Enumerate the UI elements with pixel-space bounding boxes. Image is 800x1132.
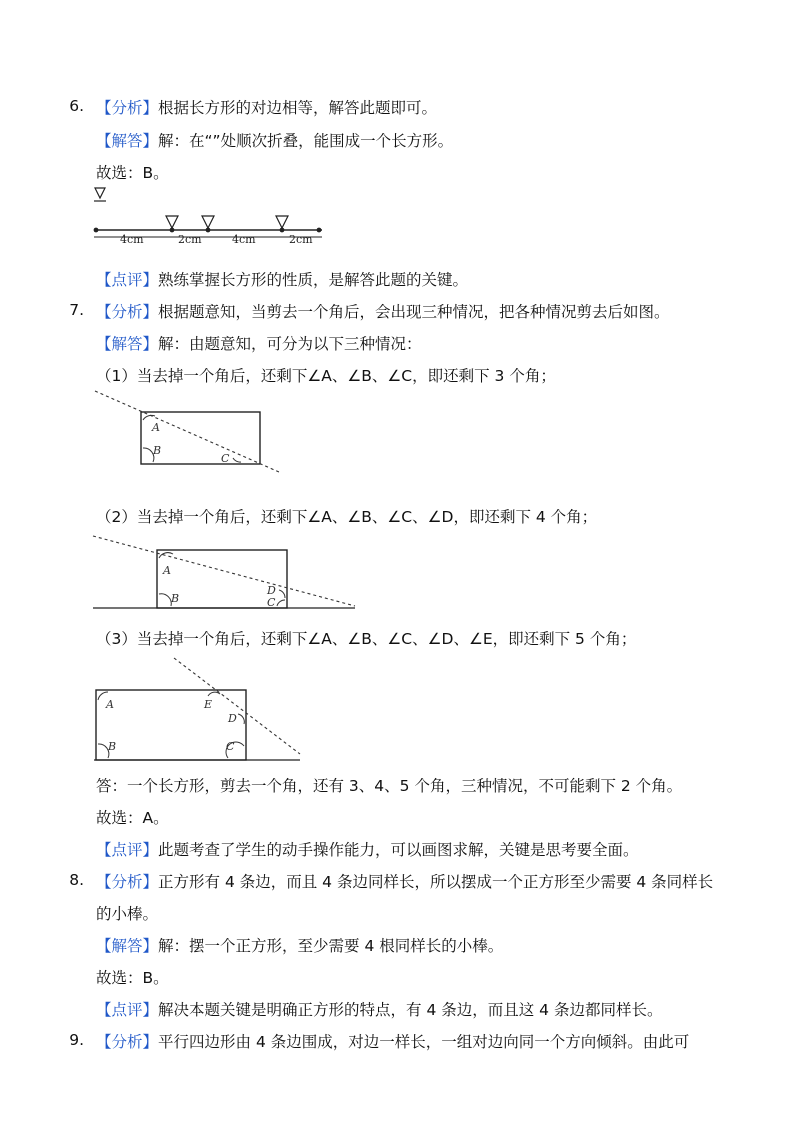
comment-text: 解决本题关键是明确正方形的特点，有 4 条边，而且这 4 条边都同样长。: [158, 1001, 663, 1019]
answer-tag: 【解答】: [96, 335, 159, 353]
angle-label: C: [226, 740, 235, 753]
angle-label: D: [267, 584, 276, 597]
comment-line: [96, 839, 639, 861]
fold-ruler-figure: [90, 186, 330, 248]
angle-label: E: [204, 698, 213, 711]
analysis-line: [96, 97, 437, 119]
case1-figure: [95, 388, 285, 478]
analysis-line: [96, 1031, 689, 1053]
answer-line: [96, 130, 453, 152]
answer-line: [96, 333, 422, 355]
choice-line: 故选：B。: [96, 969, 169, 987]
angle-label: D: [228, 712, 237, 725]
analysis-tag: 【分析】: [96, 873, 159, 891]
choice-line: 故选：A。: [96, 809, 169, 827]
analysis-tag: 【分析】: [96, 1033, 159, 1051]
case-line: （3）当去掉一个角后，还剩下∠A、∠B、∠C、∠D、∠E，即还剩下 5 个角；: [96, 630, 637, 648]
answer-tag: 【解答】: [96, 132, 159, 150]
answer-tag: 【解答】: [96, 937, 159, 955]
analysis-text: 平行四边形由 4 条边围成，对边一样长，一组对边向同一个方向倾斜。由此可: [158, 1033, 690, 1051]
analysis-text: 根据题意知，当剪去一个角后，会出现三种情况，把各种情况剪去后如图。: [158, 303, 670, 321]
comment-tag: 【点评】: [96, 1001, 159, 1019]
comment-text: 此题考查了学生的动手操作能力，可以画图求解，关键是思考要全面。: [158, 841, 639, 859]
question-number: 6.: [69, 97, 84, 115]
case-line: （1）当去掉一个角后，还剩下∠A、∠B、∠C，即还剩下 3 个角；: [96, 367, 556, 385]
case-line: （2）当去掉一个角后，还剩下∠A、∠B、∠C、∠D，即还剩下 4 个角；: [96, 508, 598, 526]
angle-label: C: [221, 452, 230, 465]
question-number: 7.: [69, 301, 84, 319]
choice-line: 故选：B。: [96, 164, 169, 182]
analysis-line: [96, 301, 670, 323]
comment-tag: 【点评】: [96, 271, 159, 289]
answer-text: 解：由题意知，可分为以下三种情况：: [158, 335, 422, 353]
ruler-label: 2cm: [289, 233, 313, 246]
conclusion-line: 答：一个长方形，剪去一个角，还有 3、4、5 个角，三种情况，不可能剩下 2 个角。: [96, 777, 683, 795]
angle-label: C: [267, 596, 276, 609]
comment-tag: 【点评】: [96, 841, 159, 859]
answer-text: 解：摆一个正方形，至少需要 4 根同样长的小棒。: [158, 937, 504, 955]
case2-figure: [93, 534, 355, 610]
analysis-tag: 【分析】: [96, 99, 159, 117]
question-number: 9.: [69, 1031, 84, 1049]
analysis-tag: 【分析】: [96, 303, 159, 321]
angle-label: B: [108, 740, 117, 753]
answer-line: [96, 935, 503, 957]
analysis-text: 根据长方形的对边相等，解答此题即可。: [158, 99, 438, 117]
question-number: 8.: [69, 871, 84, 889]
ruler-label: 4cm: [120, 233, 144, 246]
ruler-label: 4cm: [232, 233, 256, 246]
comment-line: [96, 269, 468, 291]
angle-label: B: [171, 592, 180, 605]
comment-line: [96, 999, 662, 1021]
angle-label: A: [106, 698, 114, 711]
fold-triangle-icon: [166, 216, 288, 228]
angle-label: B: [153, 444, 162, 457]
fold-mark-icon: [94, 188, 106, 201]
analysis-line: [96, 871, 713, 893]
comment-text: 熟练掌握长方形的性质，是解答此题的关键。: [158, 271, 469, 289]
angle-label: A: [152, 421, 160, 434]
case3-figure: [94, 656, 304, 762]
angle-label: A: [163, 564, 171, 577]
analysis-text: 正方形有 4 条边，而且 4 条边同样长，所以摆成一个正方形至少需要 4 条同样长: [158, 873, 714, 891]
analysis-continuation: 的小棒。: [96, 905, 159, 923]
answer-text: 解：在“”处顺次折叠，能围成一个长方形。: [158, 132, 454, 150]
ruler-label: 2cm: [178, 233, 202, 246]
